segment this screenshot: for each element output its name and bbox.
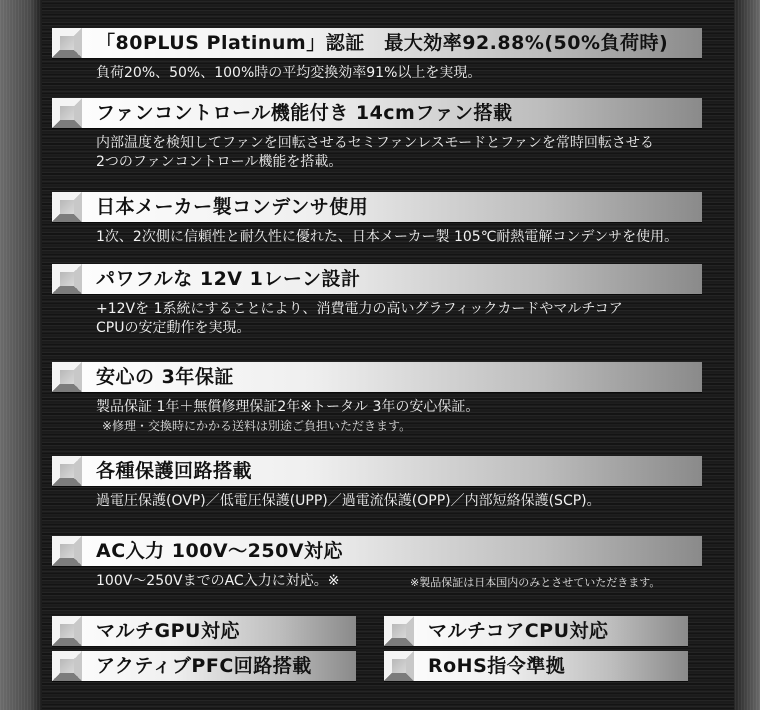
feature-capacitors bbox=[52, 192, 702, 247]
description-line: CPUの安定動作を実現。 bbox=[96, 320, 251, 336]
feature-header bbox=[52, 264, 702, 294]
feature-title: 安心の 3年保証 bbox=[96, 366, 234, 388]
feature-title: 日本メーカー製コンデンサ使用 bbox=[96, 196, 369, 218]
feature-description: 1次、2次側に信頼性と耐久性に優れた、日本メーカー製 105℃耐熱電解コンデンサを使用。 bbox=[96, 229, 679, 245]
feature-header bbox=[52, 98, 702, 128]
feature-description bbox=[96, 134, 702, 172]
bevel-square-icon bbox=[52, 264, 82, 294]
feature-footnote: ※修理・交換時にかかる送料は別途ご負担いただきます。 bbox=[102, 419, 412, 433]
feature-title: RoHS指令準拠 bbox=[428, 655, 566, 677]
feature-title: ファンコントロール機能付き 14cmファン搭載 bbox=[96, 102, 513, 124]
feature-80plus bbox=[52, 28, 702, 83]
feature-header bbox=[52, 28, 702, 58]
feature-title: 各種保護回路搭載 bbox=[96, 460, 253, 482]
bevel-square-icon bbox=[52, 362, 82, 392]
feature-title: マルチGPU対応 bbox=[96, 620, 240, 642]
feature-title: アクティブPFC回路搭載 bbox=[96, 655, 312, 677]
feature-fan-control bbox=[52, 98, 702, 172]
description-line: 2つのファンコントロール機能を搭載。 bbox=[96, 154, 343, 170]
description-line: +12Vを 1系統にすることにより、消費電力の高いグラフィックカードやマルチコア bbox=[96, 301, 623, 317]
feature-footnote: ※製品保証は日本国内のみとさせていただきます。 bbox=[410, 576, 661, 589]
small-feature-multi-gpu bbox=[52, 616, 356, 646]
feature-12v-rail bbox=[52, 264, 702, 338]
bevel-square-icon bbox=[52, 28, 82, 58]
bevel-square-icon bbox=[52, 616, 82, 646]
small-feature-multi-core-cpu bbox=[384, 616, 688, 646]
bevel-square-icon bbox=[52, 536, 82, 566]
bevel-square-icon bbox=[384, 651, 414, 681]
feature-ac-input bbox=[52, 536, 702, 591]
feature-header bbox=[52, 536, 702, 566]
description-line: 内部温度を検知してファンを回転させるセミファンレスモードとファンを常時回転させる bbox=[96, 135, 654, 151]
feature-header bbox=[52, 192, 702, 222]
feature-title: マルチコアCPU対応 bbox=[428, 620, 609, 642]
feature-header bbox=[52, 651, 356, 681]
bevel-square-icon bbox=[52, 456, 82, 486]
bevel-square-icon bbox=[52, 98, 82, 128]
feature-header bbox=[52, 362, 702, 392]
bevel-square-icon bbox=[52, 651, 82, 681]
small-feature-active-pfc bbox=[52, 651, 356, 681]
feature-title: パワフルな 12V 1レーン設計 bbox=[96, 268, 361, 290]
feature-header bbox=[52, 456, 702, 486]
feature-title: 「80PLUS Platinum」認証 最大効率92.88%(50%負荷時) bbox=[96, 32, 669, 54]
feature-description bbox=[96, 300, 702, 338]
feature-protection bbox=[52, 456, 702, 511]
feature-header bbox=[384, 651, 688, 681]
feature-warranty bbox=[52, 362, 702, 435]
feature-header bbox=[52, 616, 356, 646]
feature-description: 負荷20%、50%、100%時の平均変換効率91%以上を実現。 bbox=[96, 65, 482, 81]
feature-header bbox=[384, 616, 688, 646]
feature-title: AC入力 100V〜250V対応 bbox=[96, 540, 343, 562]
feature-description: 100V〜250VまでのAC入力に対応。※ bbox=[96, 573, 340, 589]
bevel-square-icon bbox=[384, 616, 414, 646]
small-feature-rohs bbox=[384, 651, 688, 681]
bevel-square-icon bbox=[52, 192, 82, 222]
feature-description: 製品保証 1年＋無償修理保証2年※トータル 3年の安心保証。 bbox=[96, 399, 480, 415]
feature-description: 過電圧保護(OVP)／低電圧保護(UPP)／過電流保護(OPP)／内部短絡保護(SCP)。 bbox=[96, 493, 601, 509]
